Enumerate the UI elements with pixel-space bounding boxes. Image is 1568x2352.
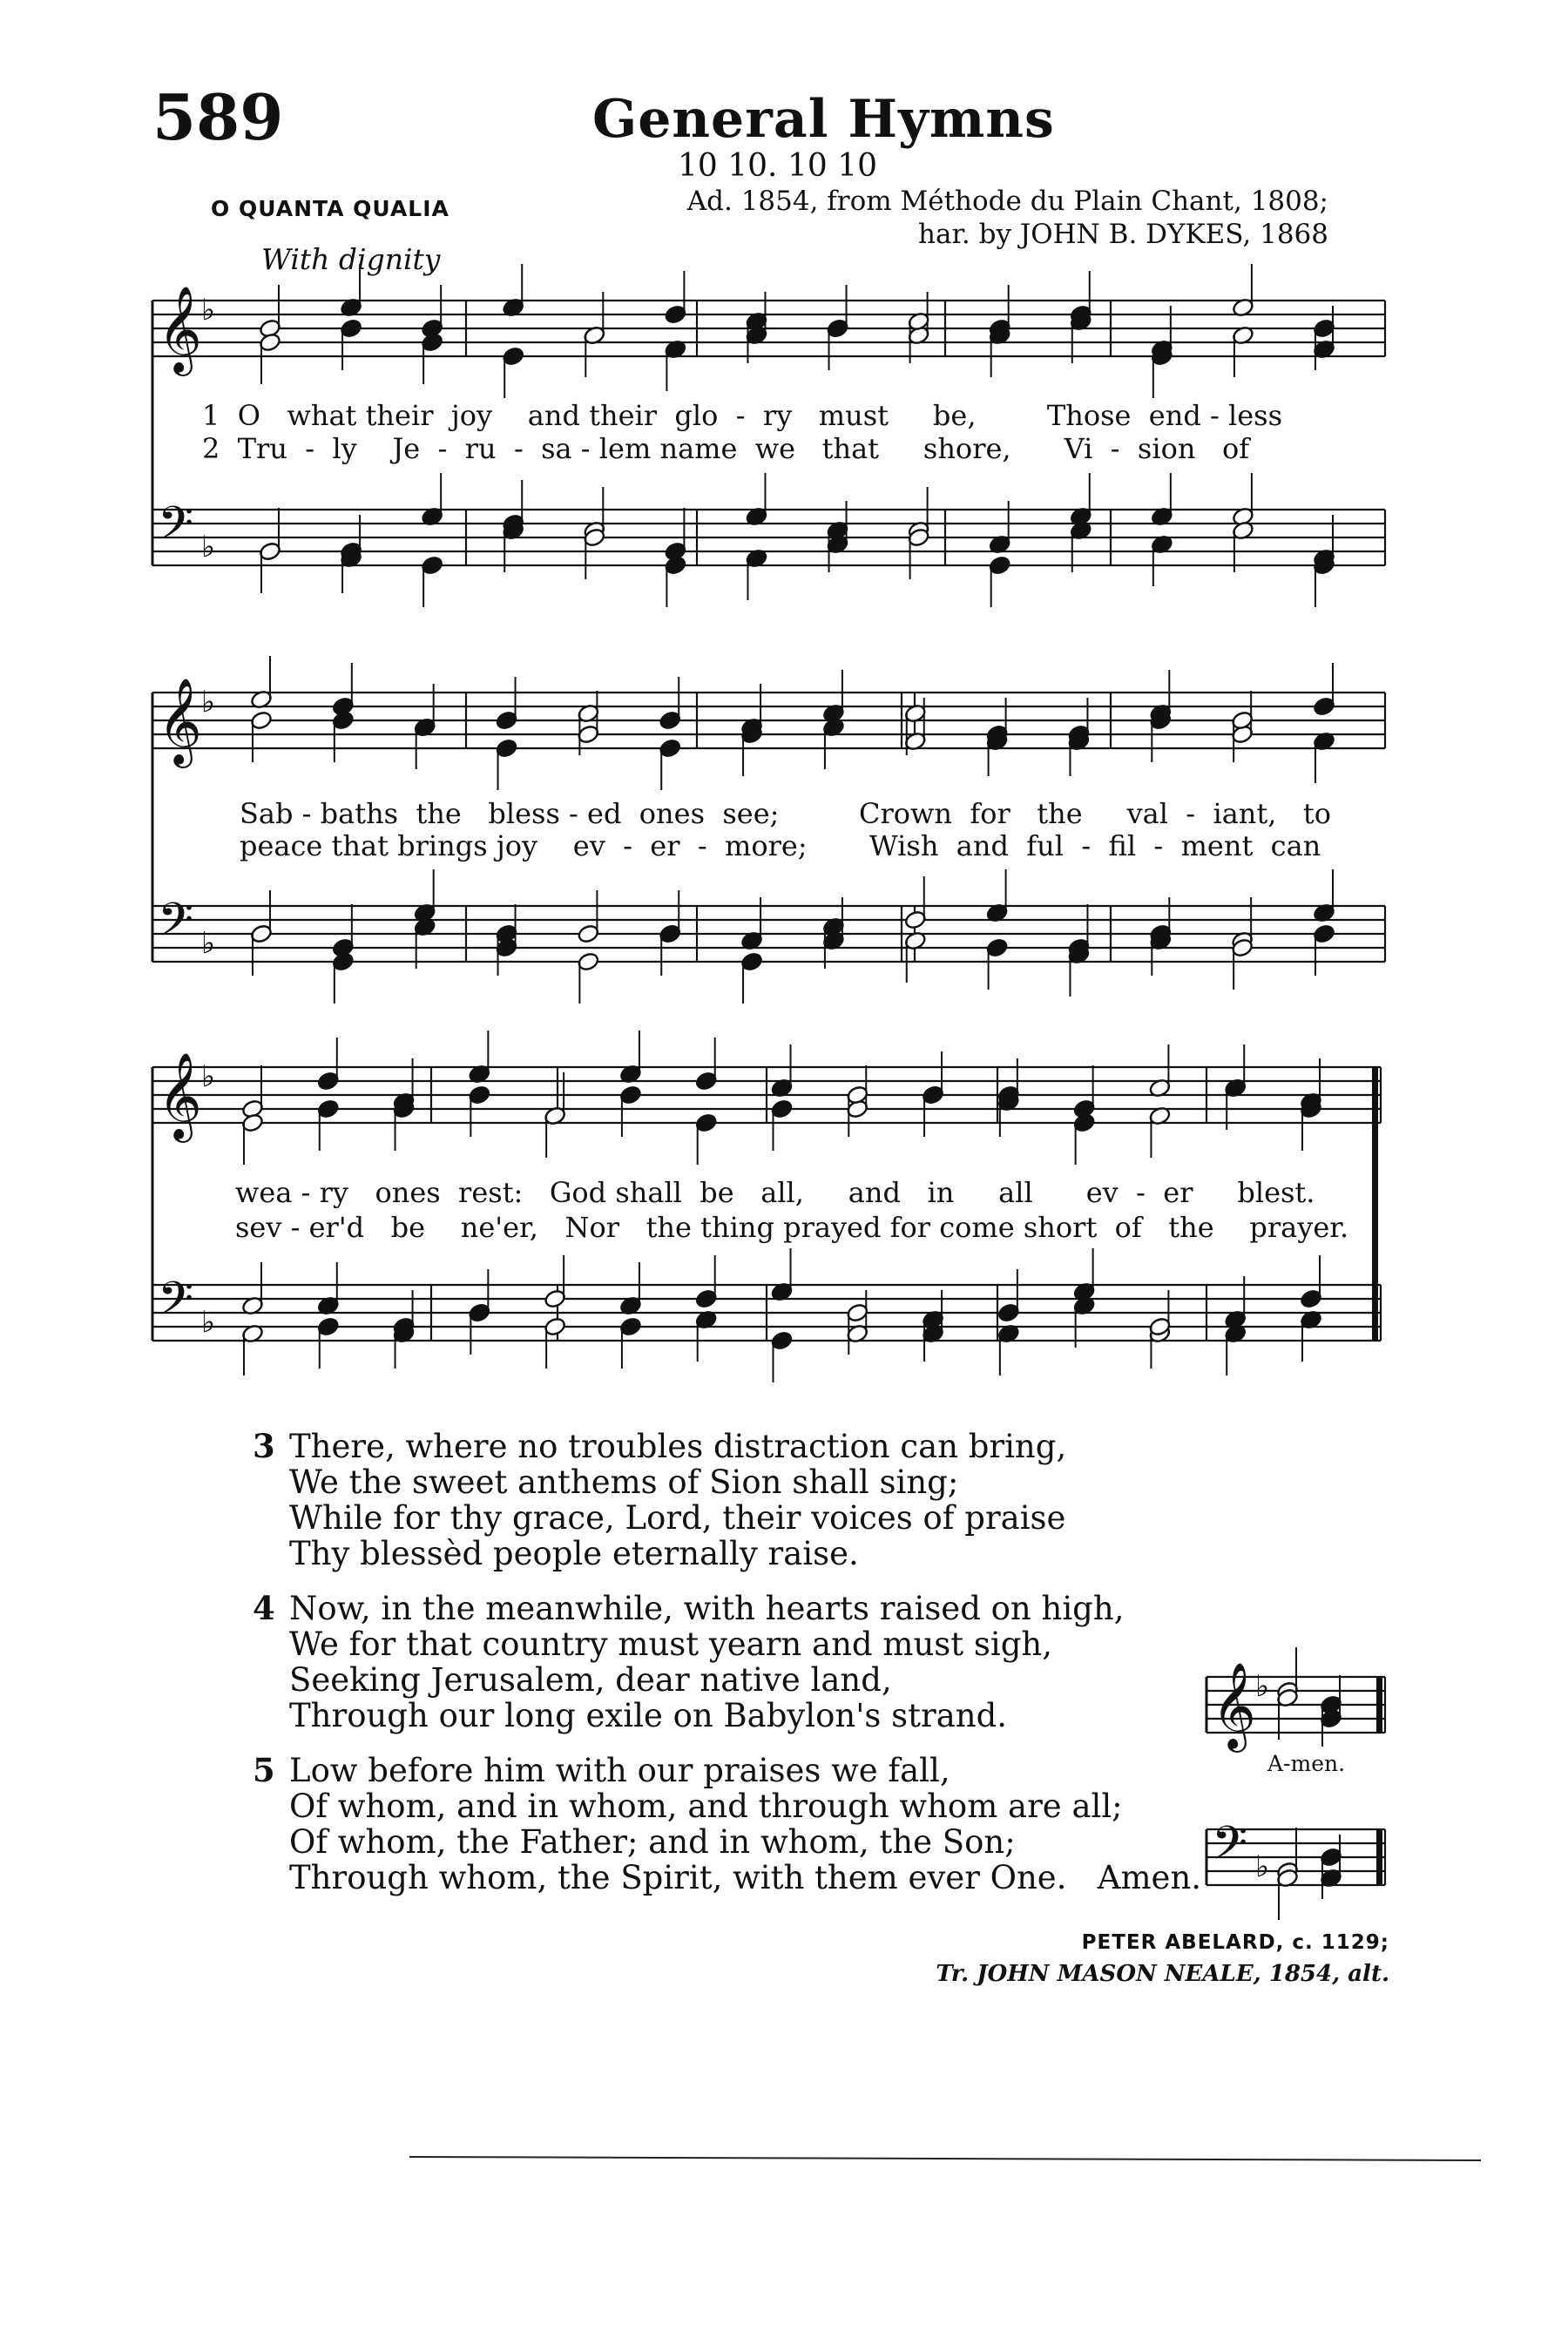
verse-4 bbox=[253, 1591, 1201, 1734]
lyrics-system-2-verse-2: peace that brings joy ev - er - more; Wish and ful - fil - ment can bbox=[240, 829, 1321, 862]
verse-line: Low before him with our praises we fall, bbox=[289, 1752, 950, 1789]
verse-line: Through whom, the Spirit, with them ever One. Amen. bbox=[289, 1859, 1202, 1896]
lyrics-system-3-verse-1: wea - ry ones rest: God shall be all, and in all ev - er blest. bbox=[235, 1176, 1315, 1209]
verse-line: Of whom, and in whom, and through whom are all; bbox=[289, 1788, 1123, 1825]
treble-clef: 𝄞 bbox=[158, 1052, 202, 1139]
verse-line: We for that country must yearn and must sigh, bbox=[289, 1625, 1052, 1663]
verse-5 bbox=[253, 1753, 1201, 1896]
amen-final-barline bbox=[1376, 1829, 1382, 1885]
lyrics-system-1-verse-2: 2 Tru - ly Je - ru - sa - lem name we that shore, Vi - sion of bbox=[202, 432, 1250, 465]
verse-line: Of whom, the Father; and in whom, the Son; bbox=[289, 1823, 1016, 1861]
bottom-rule bbox=[409, 2157, 1481, 2160]
amen-label: A-men. bbox=[1267, 1751, 1346, 1776]
lyrics-system-1-verse-1: 1 O what their joy and their glo - ry must be, Those end - less bbox=[202, 399, 1282, 432]
verse-line: While for thy grace, Lord, their voices of praise bbox=[289, 1499, 1066, 1537]
tune-name: O QUANTA QUALIA bbox=[211, 196, 449, 221]
verse-line: Through our long exile on Babylon's strand. bbox=[289, 1697, 1008, 1734]
bass-clef: 𝄢 bbox=[158, 894, 194, 958]
verse-line: There, where no troubles distraction can bring, bbox=[289, 1428, 1067, 1465]
additional-verses bbox=[253, 1429, 1201, 1915]
bass-clef: 𝄢 bbox=[1212, 1817, 1248, 1882]
flat-key-signature: ♭ bbox=[201, 530, 216, 564]
flat-key-signature: ♭ bbox=[201, 1305, 216, 1340]
verse-number: 4 bbox=[253, 1589, 275, 1627]
tempo-marking: With dignity bbox=[261, 242, 441, 276]
final-barline bbox=[1372, 1067, 1378, 1341]
treble-clef: 𝄞 bbox=[1212, 1662, 1256, 1749]
flat-key-signature: ♭ bbox=[201, 685, 216, 720]
verse-line: Seeking Jerusalem, dear native land, bbox=[289, 1661, 892, 1699]
treble-clef: 𝄞 bbox=[158, 286, 202, 373]
verse-number: 3 bbox=[253, 1427, 275, 1465]
bass-clef: 𝄢 bbox=[158, 1273, 194, 1337]
translator-credit: Tr. JOHN MASON NEALE, 1854, alt. bbox=[936, 1961, 1389, 1987]
flat-key-signature: ♭ bbox=[201, 926, 216, 961]
verse-3 bbox=[253, 1429, 1201, 1571]
verse-line: Now, in the meanwhile, with hearts raised on high, bbox=[289, 1590, 1125, 1627]
source-line-1: Ad. 1854, from Méthode du Plain Chant, 1808; bbox=[686, 186, 1328, 217]
source-line-2: har. by JOHN B. DYKES, 1868 bbox=[918, 219, 1328, 250]
verse-line: We the sweet anthems of Sion shall sing; bbox=[289, 1463, 959, 1501]
flat-key-signature: ♭ bbox=[1255, 1669, 1270, 1704]
text-credits bbox=[936, 1927, 1389, 1990]
flat-key-signature: ♭ bbox=[201, 293, 216, 328]
meter: 10 10. 10 10 bbox=[678, 148, 878, 184]
section-title: General Hymns bbox=[592, 89, 1055, 150]
lyrics-system-2-verse-1: Sab - baths the bless - ed ones see; Crown for the val - iant, to bbox=[240, 797, 1332, 830]
author-credit: PETER ABELARD, c. 1129; bbox=[1081, 1931, 1389, 1954]
flat-key-signature: ♭ bbox=[1255, 1849, 1270, 1884]
verse-line: Thy blessèd people eternally raise. bbox=[289, 1535, 859, 1572]
verse-number: 5 bbox=[253, 1751, 275, 1789]
treble-clef: 𝄞 bbox=[158, 678, 202, 765]
hymn-number: 589 bbox=[152, 80, 284, 154]
bass-clef: 𝄢 bbox=[158, 497, 194, 562]
lyrics-system-3-verse-2: sev - er'd be ne'er, Nor the thing prayed for come short of the prayer. bbox=[235, 1211, 1349, 1244]
amen-final-barline bbox=[1376, 1677, 1382, 1733]
flat-key-signature: ♭ bbox=[201, 1059, 216, 1094]
